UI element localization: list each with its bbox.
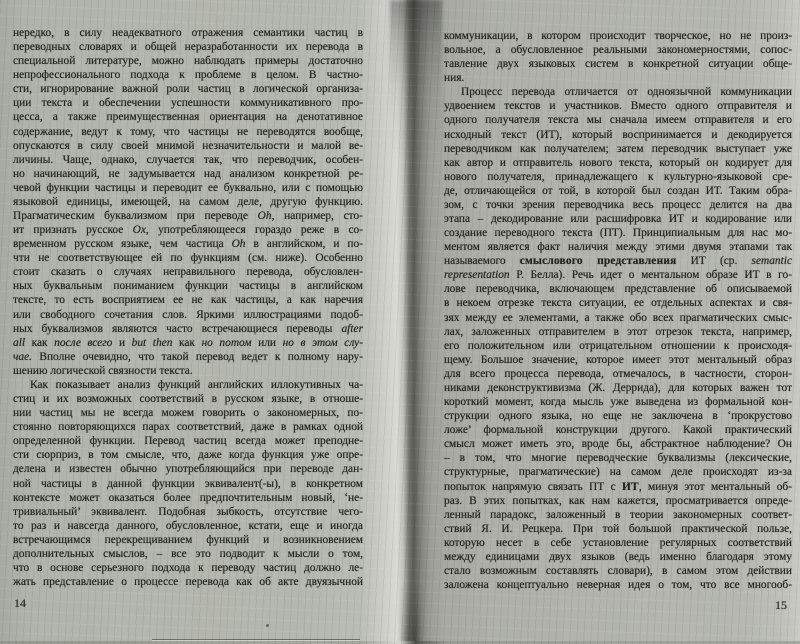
text-line: дополнительных смыслов, – все это подводит к мысли о том, bbox=[13, 547, 363, 560]
text-line: личины. Чаще, однако, случается так, что переводчик, особен- bbox=[13, 153, 363, 166]
text-line: исходный текст (ИТ), который воспринимается и декодируется bbox=[444, 128, 792, 141]
text-line: ленный парадокс, заложенный в теории закономерных соответ- bbox=[444, 508, 792, 521]
text-line: удвоением текстов и участников. Вместо одного отправителя и bbox=[444, 100, 792, 113]
text-line: тексте, то есть восприятием ее не как частицы, а как наречия bbox=[13, 294, 363, 307]
text-line: чае. Вполне очевидно, что такой перевод ведет к полному нару- bbox=[13, 350, 363, 363]
text-line: коммуникации, в котором происходит творческое, но не произ- bbox=[444, 30, 792, 42]
text-line: структурные, прагматические) на самом деле происходят из-за bbox=[444, 466, 792, 479]
left-page-text bbox=[13, 26, 363, 589]
text-line: чти не соответствующее ей по функциям (см. ниже). Особенно bbox=[13, 252, 363, 265]
text-line: шению логической связности текста. bbox=[13, 364, 193, 377]
text-line: тривиальный’ эквивалент. Подобная зыбкость, отсутствие чего- bbox=[13, 505, 363, 518]
text-line: нередко, в силу неадекватного отражения семантики частиц в bbox=[13, 27, 363, 39]
text-line: representation Р. Белла). Речь идет о ментальном образе ИТ в го- bbox=[444, 269, 792, 282]
text-line: ния. bbox=[444, 72, 465, 85]
text-line: ной частицы в данной функции эквивалент(-ы), в конкретном bbox=[13, 477, 363, 490]
text-line: одного получателя текста мы сначала имеем отправителя и его bbox=[444, 114, 792, 127]
text-line: стоит сказать о случаях неправильного перевода, обусловлен- bbox=[13, 266, 363, 279]
text-line: стиц и их возможных соответствий в русском языке, в отноше- bbox=[13, 393, 363, 406]
text-line: ных буквальным пониманием функции частицы в английском bbox=[13, 280, 363, 293]
text-line: Процесс перевода отличается от одноязычной коммуникации bbox=[461, 86, 792, 99]
text-line: создание переводного текста (ПТ). Принципиальным для нас мо- bbox=[444, 227, 792, 240]
text-line: сти сюрприз, в том смысле, что, даже когда функция уже опре- bbox=[13, 449, 363, 462]
text-line: что в основе серьезного подхода к переводу частиц должно ле- bbox=[13, 561, 363, 574]
text-line: для всего процесса перевода, отмечалось, в частности, сторон- bbox=[444, 367, 792, 380]
text-line: чевой функции частицы и переводит ее буквально, или с помощью bbox=[13, 181, 363, 194]
text-line: цесса, а также преимущественная ориентация на денотативное bbox=[13, 111, 363, 124]
text-line: стало возможным составлять словари), в самом этом действии bbox=[444, 564, 792, 577]
text-line: содержание, ведут к тому, что частицы не переводятся вообще, bbox=[13, 125, 363, 138]
text-line: Как показывает анализ функций английских иллокутивных ча- bbox=[30, 378, 363, 391]
text-line: зом, с точки зрения переводчика весь процесс делится на два bbox=[444, 198, 792, 211]
text-line: ных буквализмов являются часто встречающиеся переводы after bbox=[13, 322, 363, 335]
text-line: заложена концептуально неверная идея о том, что все многооб- bbox=[444, 579, 792, 592]
text-line: называемого смыслового представления ИТ (ср. semantic bbox=[444, 255, 793, 268]
text-line: как автор и отправитель нового текста, который он кодирует для bbox=[444, 156, 792, 169]
text-line: встречающимся перекрещиванием функций и возникновением bbox=[13, 533, 363, 546]
text-line: короткий момент, когда мысль уже выведена из формальной кон- bbox=[444, 396, 792, 409]
text-line: специальной литературе, можно наблюдать примеры достаточно bbox=[13, 55, 363, 68]
text-line: никами деконструктивизма (Ж. Деррида), для которых важен тот bbox=[444, 381, 792, 394]
text-line: смысл может иметь это, вроде бы, абстрактное наблюдение? Он bbox=[444, 438, 792, 451]
text-line: но начинающий, не задумывается над анализом конкретной ре- bbox=[13, 167, 363, 180]
text-line: лове переводчика, включающем представление об описываемой bbox=[444, 283, 792, 296]
text-line: зях между ее элементами, а также обо всех прагматических смыс- bbox=[444, 311, 792, 324]
text-line: языковой единицы, имеющей, на самом деле, другую функцию. bbox=[13, 195, 363, 208]
text-line: нии частиц мы не всегда можем говорить о закономерных, по- bbox=[13, 407, 363, 420]
text-line: переводчиком как получателем; затем переводчик выступает уже bbox=[444, 142, 792, 155]
text-line: опускаются в силу своей мнимой незначительности и малой ве- bbox=[13, 139, 363, 152]
text-line: сти, игнорирование важной роли частиц в логической организа- bbox=[13, 83, 363, 96]
text-line: переводных словарях и общей неразработанности их перевода в bbox=[13, 41, 363, 54]
text-line: нового получателя, принадлежащего к культурно-языковой сре- bbox=[444, 170, 792, 183]
text-line: ит признать русское Ох, употребляющееся гораздо реже в со- bbox=[13, 224, 363, 237]
text-line: тавление двух языковых систем в конкретной ситуации обще- bbox=[444, 58, 792, 71]
text-line: де, отличающейся от той, в которой был создан ИТ. Таким обра- bbox=[444, 184, 792, 197]
right-page-text bbox=[444, 29, 792, 592]
text-line: ствий Я. И. Рецкера. При той большой практической пользе, bbox=[444, 522, 792, 535]
text-line: лах, заложенных отправителем в этот отрезок текста, например, bbox=[444, 325, 792, 338]
text-line: определенной функции. Перевод частиц всегда может преподне- bbox=[13, 435, 363, 448]
text-line: в некоем отрезке текста ситуации, ее отдельных аспектах и свя- bbox=[444, 297, 792, 310]
text-line: ментом является факт наличия между этими двумя этапами так bbox=[444, 241, 792, 254]
spine-shadow-top bbox=[390, 0, 442, 160]
text-line: ложе’ формальной конструкции другого. Какой практический bbox=[444, 424, 792, 437]
text-line: которую несет в себе установление регулярных соответствий bbox=[444, 536, 792, 549]
text-line: струкции одного языка, но еще не заключена в ‘прокрустово bbox=[444, 410, 792, 423]
text-line: его положительном или отрицательном отношении к происходя- bbox=[444, 339, 792, 352]
page-number-right: 15 bbox=[775, 598, 787, 612]
text-line: раз. В этих попытках, как нам кажется, просматривается опреде- bbox=[444, 494, 792, 507]
spine-shadow-bottom bbox=[402, 584, 420, 644]
text-line: вольное, а обусловленное реальными закономерностями, сопос- bbox=[444, 44, 792, 57]
text-line: – в том, что многие переводческие буквализмы (лексические, bbox=[444, 452, 792, 465]
text-line: контексте может оказаться более предпочтительным новый, ‘не- bbox=[13, 491, 363, 504]
text-line: стоянно повторяющихся парах соответствий, даже в рамках одной bbox=[13, 421, 363, 434]
text-line: щему. Большое значение, которое имеет этот ментальный образ bbox=[444, 353, 792, 366]
text-line: или свободного сочетания слов. Яркими иллюстрациями подоб- bbox=[13, 308, 363, 321]
page-number-left: 14 bbox=[14, 596, 26, 610]
text-line: попыток напрямую связать ПТ с ИТ, минуя этот ментальный об- bbox=[444, 480, 792, 493]
text-line: между единицами двух языков (ведь именно благодаря этому bbox=[444, 550, 792, 563]
text-line: этапа – декодирование или расшифровка ИТ и кодирование или bbox=[444, 213, 792, 226]
text-line: то раз и навсегда данного, обусловленное, кстати, еще и иногда bbox=[13, 519, 363, 532]
text-line: all как после всего и but then как но потом или но в этом слу- bbox=[13, 336, 364, 349]
text-line: ции текста и обеспечении успешности коммуникативного про- bbox=[13, 97, 363, 110]
scan-speck bbox=[266, 624, 269, 627]
text-line: Прагматическим буквализмом при переводе Oh, например, сто- bbox=[13, 210, 363, 223]
text-line: временном русском языке, чем частица Oh в английском, и по- bbox=[13, 238, 363, 251]
text-line: непрофессионального подхода к проблеме в целом. В частно- bbox=[13, 69, 363, 82]
text-line: делена и известен обычно употребляющийся при переводе дан- bbox=[13, 463, 363, 476]
text-line: жать представление о процессе перевода как об акте двуязычной bbox=[13, 576, 363, 589]
